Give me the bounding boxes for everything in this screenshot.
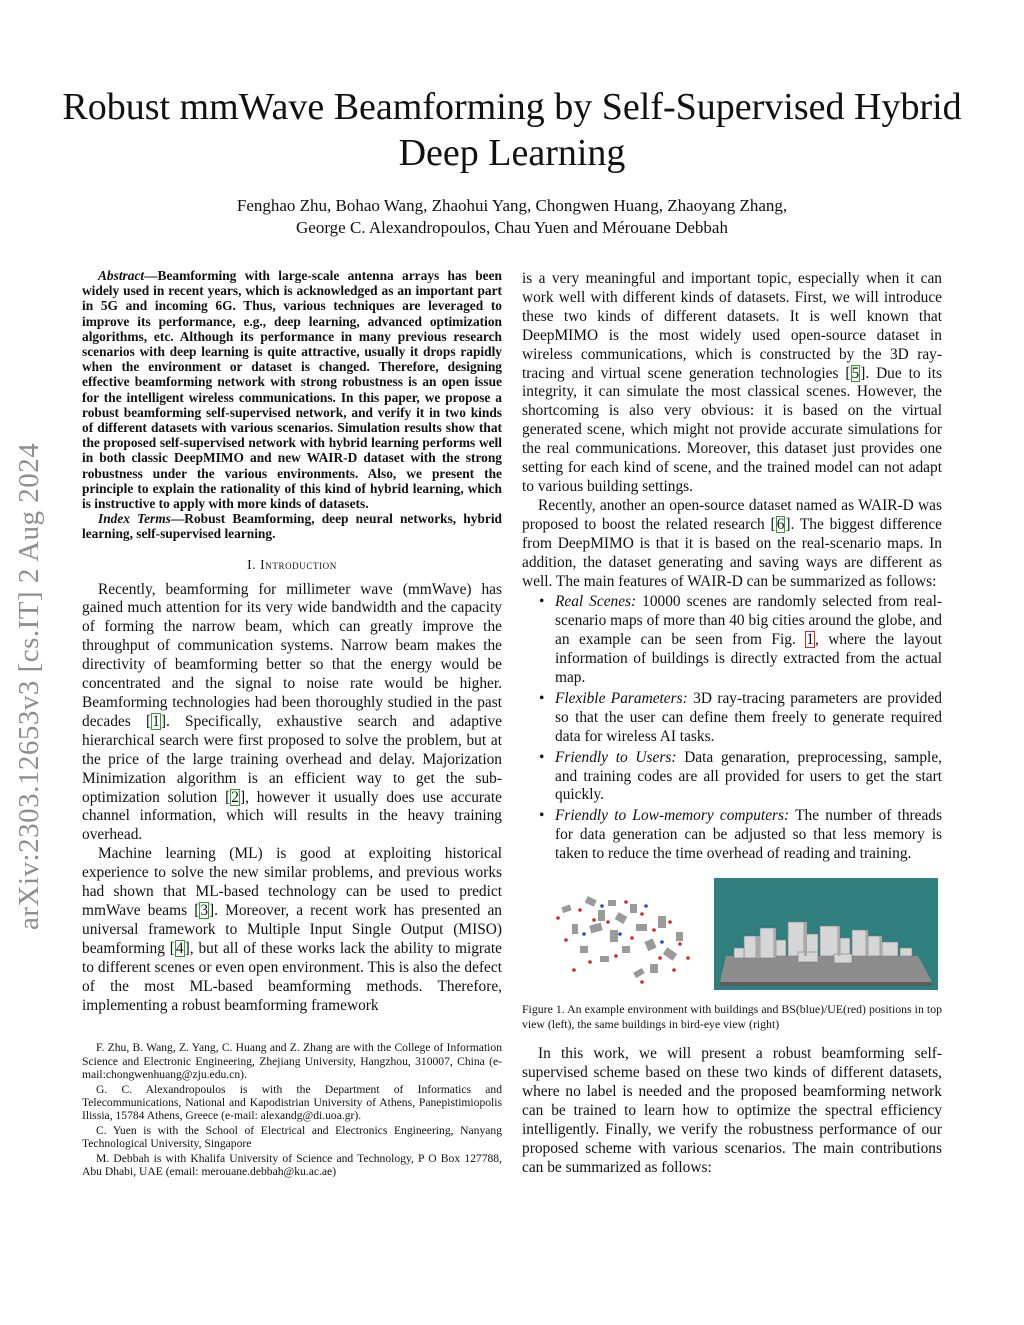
- text-run: ]. Specifically, exhaustive search and adaptive hierarchical search were first proposed to solve the problem, but at the price of the large training overhead and delay. Majorization Minimization algorithm is an efficient way to get the sub-optimization solution [: [82, 712, 502, 806]
- section-heading-introduction: [82, 556, 502, 575]
- index-terms-label: Index Terms: [98, 511, 171, 527]
- text-run: ], however it usually does use accurate channel information, which will results in the heavy training overhead.: [82, 788, 502, 844]
- text-run: ]. The biggest difference from DeepMIMO is that it is based on the real-scenario maps. In addition, the dataset generating and saving ways are different as well. The main features of WAIR-D can be summarized as follows:: [522, 515, 942, 590]
- citation-link[interactable]: 4: [175, 939, 184, 957]
- text-run: Recently, another an open-source dataset named as WAIR-D was proposed to boost the related research [: [522, 496, 942, 533]
- figure-1-caption: Figure 1. An example environment with buildings and BS(blue)/UE(red) positions in top view (left), the same buildings in bird-eye view (right): [522, 1002, 942, 1031]
- bullet: •: [539, 807, 545, 825]
- author-list: [100, 195, 924, 239]
- footnote: M. Debbah is with Khalifa University of Science and Technology, P O Box 127788, Abu Dhabi, UAE (email: merouane.debbah@ku.ac.ae): [82, 1151, 502, 1179]
- abstract-label: Abstract: [98, 268, 145, 283]
- footnote: G. C. Alexandropoulos is with the Department of Informatics and Telecommunications, National and Kapodistrian University of Athens, Panepistimiopolis Ilissia, 15784 Athens, Greece (e-mail: alexandg@di.uoa.gr).: [82, 1082, 502, 1123]
- list-item: [539, 689, 942, 747]
- bullet: •: [539, 748, 545, 766]
- text-run: ]. Due to its integrity, it can simulate the most classical scenes. However, the shortcoming is also very obvious: it is based on the virtual generated scene, which might not provide accurate simulations for the real communications. Moreover, this dataset just provides one setting for each kind of scene, and the trained model can not adapt to various building settings.: [522, 364, 942, 495]
- index-terms-body: —Robust Beamforming, deep neural networks, hybrid learning, self-supervised learning.: [82, 511, 503, 542]
- text-run: is a very meaningful and important topic, especially when it can work well with different kinds of datasets. First, we will introduce these two kinds of different datasets. It is well known that DeepMIMO is the most widely used open-source dataset in wireless communications, which is constructed by the 3D ray-tracing and virtual scene generation technologies [: [522, 270, 942, 382]
- intro-paragraph-1: [82, 581, 502, 846]
- text-run: Machine learning (ML) is good at exploiting historical experience to solve the new similar problems, and previous works had shown that ML-based technology can be used to predict mmWave beams [: [82, 845, 502, 919]
- right-paragraph-1: [522, 270, 942, 497]
- index-terms: [82, 511, 502, 541]
- footnote: F. Zhu, B. Wang, Z. Yang, C. Huang and Z. Zhang are with the College of Information Science and Electronic Engineering, Zhejiang University, Hangzhou, 310007, China (e-mail:chongwenhuang@zju.edu.cn).: [82, 1041, 502, 1082]
- right-paragraph-2: [522, 497, 942, 592]
- bird-eye-view-render: [714, 878, 938, 990]
- text-run: ]. Moreover, a recent work has presented an universal framework to Multiple Input Single Output (MISO) beamforming [: [82, 901, 502, 957]
- footnote: C. Yuen is with the School of Electrical and Electronics Engineering, Nanyang Technological University, Singapore: [82, 1123, 502, 1151]
- citation-link[interactable]: 6: [776, 515, 785, 533]
- left-column: [82, 268, 502, 1179]
- bullet: •: [539, 593, 545, 611]
- feature-text: The number of threads for data generation can be adjusted so that less memory is taken to reduce the time overhead of reading and training.: [555, 807, 942, 863]
- citation-link[interactable]: 1: [152, 712, 160, 730]
- bullet: •: [539, 689, 545, 707]
- authors-line-2: George C. Alexandropoulos, Chau Yuen and Mérouane Debbah: [296, 218, 728, 237]
- right-column: [522, 270, 942, 1178]
- feature-text: Data genaration, preprocessing, sample, and training codes are all provided for users to get the start quickly.: [555, 748, 942, 804]
- section-title: Introduction: [260, 556, 337, 572]
- feature-list: [522, 593, 942, 864]
- citation-link[interactable]: 3: [200, 901, 209, 919]
- right-paragraph-3: In this work, we will present a robust beamforming self-supervised scheme based on these two kinds of different datasets, where no label is needed and the proposed beamforming network can be trained to learn how to optimize the spectral efficiency intelligently. Finally, we verify the robustness performance of our proposed scheme with various scenarios. The main contributions can be summarized as follows:: [522, 1045, 942, 1176]
- section-numeral: I.: [247, 556, 257, 572]
- list-item: [539, 593, 943, 688]
- paper-title: Robust mmWave Beamforming by Self-Supervised Hybrid Deep Learning: [62, 86, 962, 174]
- intro-paragraph-2: [82, 845, 502, 1015]
- feature-text: 3D ray-tracing parameters are provided so that the user can define them freely to generate required data for wireless AI tasks.: [555, 689, 942, 745]
- abstract-body: —Beamforming with large-scale antenna arrays has been widely used in recent years, which is acknowledged as an important part in 5G and incoming 6G. Thus, various techniques are leveraged to improve its performance, e.g., deep learning, advanced optimization algorithms, etc. Although its performance in many previous research scenarios with deep learning is quite attractive, usually it drops rapidly when the environment or dataset is changed. Therefore, designing effective beamforming network with strong robustness is an open issue for the intelligent wireless communications. In this paper, we propose a robust beamforming self-supervised network, and verify it in two kinds of different datasets with various scenarios. Simulation results show that the proposed self-supervised network with hybrid learning performs well in both classic DeepMIMO and new WAIR-D dataset with the strong robustness under the various environments. Also, we present the principle to explain the rationality of this kind of hybrid learning, which is instructive to apply with more kinds of datasets.: [82, 268, 502, 512]
- text-run: Recently, beamforming for millimeter wave (mmWave) has gained much attention for its very wide bandwidth and the capacity of forming the narrow beam, which can greatly improve the throughput of communication systems. Narrow beam makes the directivity of beamforming better so that the energy would be concentrated and the signal to noise rate would be higher. Beamforming technologies had been thoroughly studied in the past decades [: [82, 580, 502, 730]
- citation-link[interactable]: 5: [851, 364, 860, 382]
- citation-link[interactable]: 2: [231, 788, 239, 806]
- feature-term: Real Scenes:: [555, 593, 637, 611]
- figure-link[interactable]: 1: [806, 631, 814, 649]
- abstract: [82, 268, 502, 511]
- arxiv-identifier: arXiv:2303.12653v3 [cs.IT] 2 Aug 2024: [13, 442, 45, 930]
- top-view-plot: [550, 894, 700, 990]
- feature-term: Friendly to Low-memory computers:: [555, 807, 790, 825]
- text-run: ], but all of these works lack the ability to migrate to different scenes or even open environment. This is also the defect of the most ML-based beamforming methods. Therefore, implementing a robust beamforming framework: [82, 939, 502, 1014]
- feature-term: Friendly to Users:: [555, 748, 677, 766]
- figure-1: [522, 878, 942, 990]
- list-item: [539, 807, 942, 864]
- authors-line-1: Fenghao Zhu, Bohao Wang, Zhaohui Yang, Chongwen Huang, Zhaoyang Zhang,: [236, 196, 788, 215]
- list-item: [539, 748, 942, 806]
- feature-text: 10000 scenes are randomly selected from real-scenario maps of more than 40 big cities around the globe, and an example can be seen from Fig.: [555, 593, 942, 649]
- feature-term: Flexible Parameters:: [555, 689, 688, 707]
- affiliation-footnotes: [82, 1041, 502, 1178]
- feature-text: , where the layout information of buildings is directly extracted from the actual map.: [555, 631, 943, 687]
- arxiv-side-stamp: [10, 370, 46, 930]
